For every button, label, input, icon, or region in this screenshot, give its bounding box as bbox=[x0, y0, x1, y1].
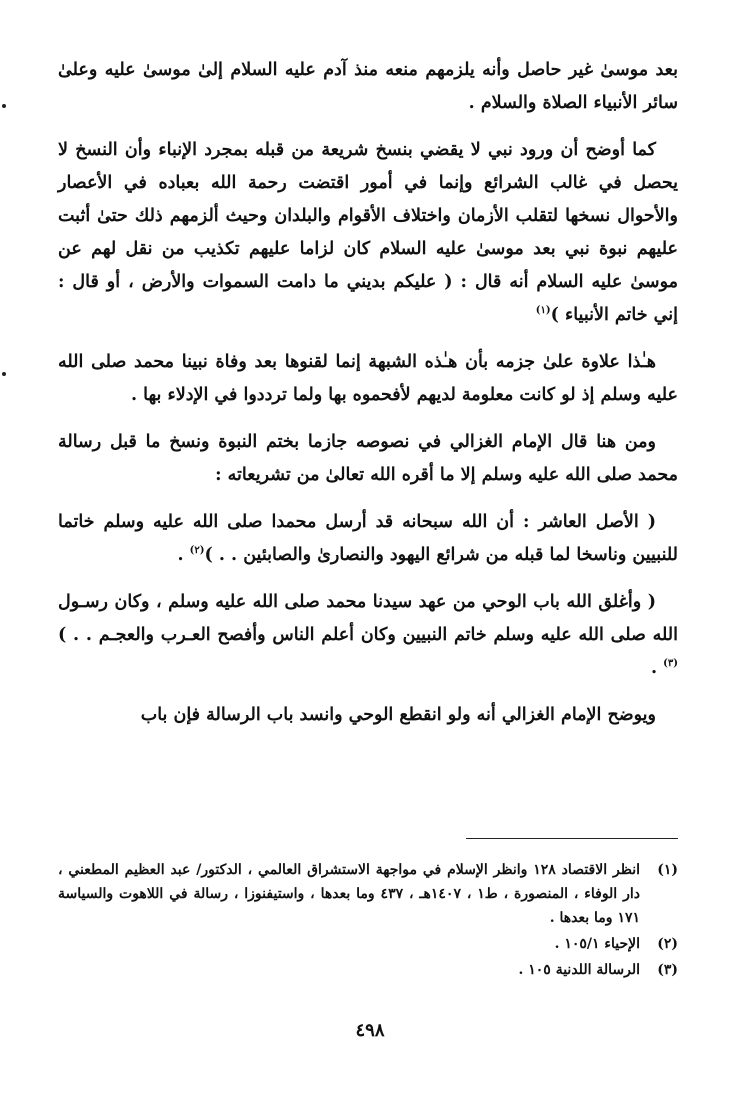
paragraph bbox=[58, 54, 678, 120]
paragraph bbox=[58, 346, 678, 412]
paragraph-text: ( الأصل العاشر : أن الله سبحانه قد أرسل محمدا صلى الله عليه وسلم خاتما للنبيين وناسخا لما قبله من شرائع اليهود والنصارىٰ والصابئين . . ) bbox=[58, 512, 678, 565]
footnote-ref: (٢) bbox=[189, 545, 205, 557]
footnote bbox=[58, 858, 678, 930]
footnote-text: الإحياء ١٠٥/١ . bbox=[554, 936, 640, 952]
scan-mark bbox=[2, 372, 6, 376]
paragraph-text: ويوضح الإمام الغزالي أنه ولو انقطع الوحي وانسد باب الرسالة فإن باب bbox=[140, 705, 656, 725]
footnote-ref: (٣) bbox=[663, 658, 678, 670]
footnotes bbox=[58, 858, 678, 984]
footnote-number: (٢) bbox=[657, 936, 678, 952]
footnote-divider bbox=[466, 838, 678, 839]
footnote-text: الرسالة اللدنية ١٠٥ . bbox=[518, 962, 640, 978]
footnote-ref: (١) bbox=[535, 305, 551, 317]
paragraph bbox=[58, 699, 678, 732]
quote-paragraph bbox=[58, 506, 678, 572]
footnote-text: انظر الاقتصاد ١٢٨ وانظر الإسلام في مواجهة الاستشراق العالمي ، الدكتور/ عبد العظيم المطعني ، دار الوفاء ، المنصورة ، ط١ ، ١٤٠٧هـ ، ٤٣٧ وما بعدها ، واستيفنوزا ، رسالة في اللاهوت والسياسة ١٧١ وما بعدها . bbox=[58, 862, 640, 926]
paragraph-text: ( وأغلق الله باب الوحي من عهد سيدنا محمد صلى الله عليه وسلم ، وكان رسـول الله صلى الله عليه وسلم خاتم النبيين وكان أعلم الناس وأفصح العـرب والعجـم . . ) bbox=[58, 592, 678, 645]
quote-paragraph bbox=[58, 586, 678, 685]
paragraph bbox=[58, 426, 678, 492]
paragraph-tail: . bbox=[650, 658, 664, 678]
main-text bbox=[58, 54, 678, 746]
paragraph-text: بعد موسىٰ غير حاصل وأنه يلزمهم منعه منذ آدم عليه السلام إلىٰ موسىٰ عليه وعلىٰ سائر الأنبياء الصلاة والسلام . bbox=[58, 60, 678, 113]
footnote-number: (٣) bbox=[657, 962, 678, 978]
footnote bbox=[58, 932, 678, 956]
paragraph bbox=[58, 134, 678, 332]
paragraph-text: ومن هنا قال الإمام الغزالي في نصوصه جازما بختم النبوة ونسخ ما قبل رسالة محمد صلى الله عليه وسلم إلا ما أقره الله تعالىٰ من تشريعاته : bbox=[58, 432, 678, 485]
page-number: ٤٩٨ bbox=[355, 1020, 385, 1041]
footnote bbox=[58, 958, 678, 982]
footnote-number: (١) bbox=[657, 862, 678, 878]
scan-mark bbox=[2, 104, 6, 108]
paragraph-text: كما أوضح أن ورود نبي لا يقضي بنسخ شريعة من قبله بمجرد الإنباء وأن النسخ لا يحصل في غالب الشرائع وإنما في أمور اقتضت رحمة الله بعباده في الأعصار والأحوال نسخها لتقلب الأزمان واختلاف الأقوام والبلدان وحيث ألزمهم ذلك حتىٰ أثبت عليهم نبوة نبي بعد موسىٰ عليه السلام كان لزاما عليهم تكذيب من نقل لهم عن موسىٰ عليه السلام أنه قال : ( عليكم بديني ما دامت السموات والأرض ، أو قال : إني خاتم الأنبياء ) bbox=[58, 140, 678, 325]
paragraph-text: هـٰذا علاوة علىٰ جزمه بأن هـٰذه الشبهة إنما لقنوها بعد وفاة نبينا محمد صلى الله عليه وسلم إذ لو كانت معلومة لديهم لأفحموه بها ولما ترددوا في الإدلاء بها . bbox=[58, 352, 678, 405]
paragraph-tail: . bbox=[177, 545, 190, 565]
